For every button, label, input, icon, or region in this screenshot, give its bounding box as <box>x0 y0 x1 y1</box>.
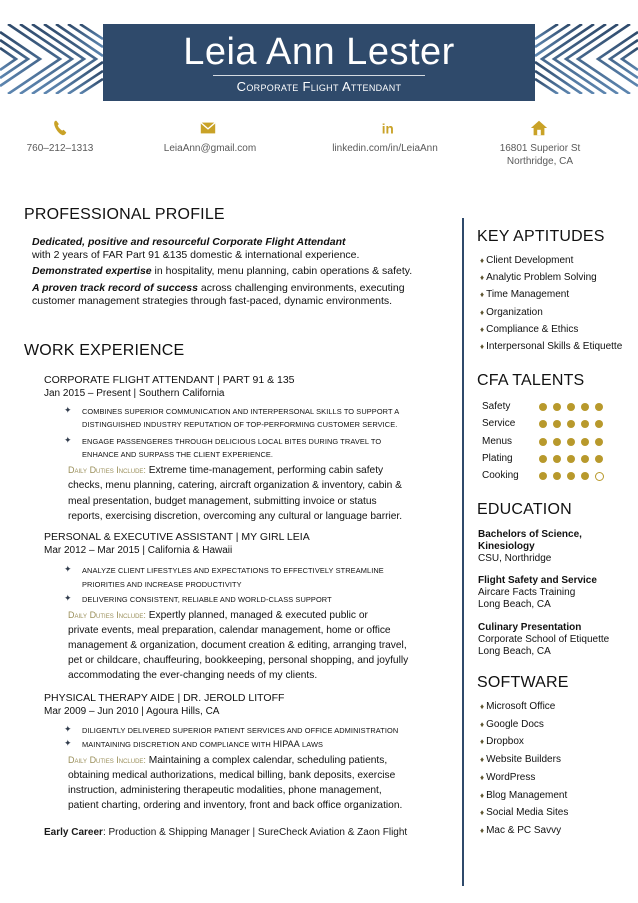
software-label: Dropbox <box>486 736 524 747</box>
rating-dot-filled <box>567 420 575 428</box>
education-school: CSU, Northridge <box>478 553 552 564</box>
rating-dot-filled <box>567 472 575 480</box>
software-heading: SOFTWARE <box>477 674 569 691</box>
address-line-2: Northridge, CA <box>506 156 574 167</box>
rating-dot-filled <box>539 455 547 463</box>
duties-line: accommodating the ever-changing needs of my clients. <box>68 670 318 681</box>
profile-line-3 <box>32 265 412 278</box>
aptitude-label: Analytic Problem Solving <box>486 272 597 283</box>
diamond-bullet-icon: ♦ <box>480 342 485 351</box>
diamond-bullet-icon: ♦ <box>480 755 485 764</box>
profile-text: in hospitality, menu planning, cabin operations & safety. <box>151 265 413 277</box>
job-bullet-part: MAINTAINING DISCRETION AND COMPLIANCE WITH <box>82 740 273 749</box>
address-line-1: 16801 Superior St <box>499 143 581 154</box>
name-banner <box>103 24 535 101</box>
diamond-bullet-icon: ♦ <box>480 290 485 299</box>
software-label: Google Docs <box>486 719 544 730</box>
rating-dot-filled <box>553 472 561 480</box>
education-heading: EDUCATION <box>477 501 572 518</box>
profile-line-2: with 2 years of FAR Part 91 &135 domestic & international experience. <box>32 249 360 261</box>
job-title: PERSONAL & EXECUTIVE ASSISTANT | MY GIRL LEIA <box>44 531 310 543</box>
diamond-bullet-icon: ♦ <box>480 256 485 265</box>
talent-label: Service <box>482 418 516 430</box>
early-career-line <box>44 827 407 838</box>
diamond-bullet-icon: ♦ <box>480 826 485 835</box>
job-bullet: DISTINGUISHED INDUSTRY REPUTATION OF TOP-PERFORMING CUSTOMER SERVICE. <box>82 420 398 429</box>
candidate-name: Leia Ann Lester <box>183 31 455 73</box>
talent-label: Menus <box>482 435 513 447</box>
education-location: Long Beach, CA <box>478 646 551 657</box>
software-label: Microsoft Office <box>486 701 556 712</box>
software-label: Mac & PC Savvy <box>486 825 562 836</box>
linkedin-text[interactable]: linkedin.com/in/LeiaAnn <box>332 143 438 154</box>
rating-dot-filled <box>595 403 603 411</box>
duties-label: Daily Duties Include: <box>68 610 146 620</box>
rating-dot-filled <box>595 455 603 463</box>
education-degree: Bachelors of Science, <box>478 529 582 540</box>
phone-icon <box>51 119 69 137</box>
duties-line: patient charting, ordering and inventory, front and back office organization. <box>68 800 403 811</box>
column-divider <box>462 218 464 886</box>
profile-line-4 <box>32 282 405 295</box>
software-item <box>480 700 555 713</box>
star-bullet-icon: ✦ <box>64 435 72 445</box>
duties-line <box>68 753 387 769</box>
star-bullet-icon: ✦ <box>64 405 72 415</box>
rating-dot-empty <box>595 472 604 481</box>
job-bullet: ANALYZE CLIENT LIFESTYLES AND EXPECTATIONS TO EFFECTIVELY STREAMLINE <box>82 566 384 575</box>
duties-line: checks, menu planning, catering, aircraft organization & inventory, cabin & <box>68 480 402 491</box>
job-bullet-part: LAWS <box>299 740 324 749</box>
job-bullet: ENGAGE PASSENGERES THROUGH DELICIOUS LOCAL BITES DURING TRAVEL TO <box>82 437 382 446</box>
diamond-bullet-icon: ♦ <box>480 720 485 729</box>
software-label: Website Builders <box>486 754 561 765</box>
diamond-bullet-icon: ♦ <box>480 808 485 817</box>
profile-emphasis: Demonstrated expertise <box>32 265 152 277</box>
profile-heading: PROFESSIONAL PROFILE <box>24 206 225 223</box>
star-bullet-icon: ✦ <box>64 564 72 574</box>
software-item <box>480 771 535 784</box>
work-heading: WORK EXPERIENCE <box>24 342 185 359</box>
aptitude-label: Compliance & Ethics <box>486 324 579 335</box>
software-item <box>480 789 567 802</box>
rating-dot-filled <box>595 438 603 446</box>
rating-dot-filled <box>539 438 547 446</box>
talent-label: Plating <box>482 452 513 464</box>
profile-text: across challenging environments, executing <box>197 282 405 294</box>
envelope-icon <box>199 119 217 137</box>
duties-line: instruction, administering therapeutic modalities, phone management, <box>68 785 382 796</box>
software-item <box>480 718 544 731</box>
duties-text: Extreme time-management, performing cabin safety <box>145 465 384 476</box>
diamond-bullet-icon: ♦ <box>480 702 485 711</box>
rating-dot-filled <box>553 438 561 446</box>
rating-dot-filled <box>567 438 575 446</box>
software-label: Social Media Sites <box>486 807 569 818</box>
job-title: CORPORATE FLIGHT ATTENDANT | PART 91 & 135 <box>44 374 295 386</box>
diamond-bullet-icon: ♦ <box>480 791 485 800</box>
rating-dot-filled <box>567 455 575 463</box>
rating-dot-filled <box>595 420 603 428</box>
rating-dot-filled <box>581 420 589 428</box>
job-bullet-acronym: HIPAA <box>273 739 300 749</box>
header-pattern-left <box>0 24 103 94</box>
home-icon <box>530 119 548 137</box>
job-date: Mar 2012 – Mar 2015 | California & Hawaii <box>44 545 233 556</box>
job-bullet: PRIORITIES AND INCREASE PRODUCTIVITY <box>82 580 242 589</box>
software-item <box>480 753 561 766</box>
software-item <box>480 824 561 837</box>
aptitude-item <box>480 340 622 353</box>
aptitude-item <box>480 306 543 319</box>
rating-dot-filled <box>539 420 547 428</box>
header-pattern-right <box>535 24 638 94</box>
role-divider <box>213 75 425 76</box>
profile-line-5: customer management strategies through fast-paced, dynamic environments. <box>32 295 393 307</box>
duties-line: private events, meal preparation, calendar management, home or office <box>68 625 391 636</box>
talent-label: Cooking <box>482 470 519 482</box>
job-title: PHYSICAL THERAPY AIDE | DR. JEROLD LITOFF <box>44 692 285 704</box>
duties-text: Maintaining a complex calendar, scheduling patients, <box>145 755 388 766</box>
education-location: Long Beach, CA <box>478 599 551 610</box>
diamond-bullet-icon: ♦ <box>480 773 485 782</box>
software-item <box>480 806 568 819</box>
education-degree: Culinary Presentation <box>478 622 582 633</box>
star-bullet-icon: ✦ <box>64 738 72 748</box>
rating-dot-filled <box>581 403 589 411</box>
job-date: Mar 2009 – Jun 2010 | Agoura Hills, CA <box>44 706 220 717</box>
candidate-role: Corporate Flight Attendant <box>236 79 402 94</box>
education-degree: Flight Safety and Service <box>478 575 597 586</box>
email-text[interactable]: LeiaAnn@gmail.com <box>163 143 257 154</box>
job-bullet: DILIGENTLY DELIVERED SUPERIOR PATIENT SERVICES AND OFFICE ADMINISTRATION <box>82 726 399 735</box>
early-career-label: Early Career <box>44 827 103 838</box>
duties-label: Daily Duties Include: <box>68 755 146 765</box>
early-career-text: : Production & Shipping Manager | SureCheck Aviation & Zaon Flight <box>102 827 408 838</box>
duties-line <box>68 463 383 479</box>
aptitude-label: Client Development <box>486 255 574 266</box>
duties-line <box>68 608 368 624</box>
profile-line-1: Dedicated, positive and resourceful Corporate Flight Attendant <box>32 236 346 248</box>
aptitude-item <box>480 271 597 284</box>
talents-heading: CFA TALENTS <box>477 372 585 389</box>
duties-line: obtaining medical authorizations, medical billing, bank deposits, exercise <box>68 770 396 781</box>
phone-text: 760–212–1313 <box>26 143 94 154</box>
rating-dot-filled <box>553 420 561 428</box>
star-bullet-icon: ✦ <box>64 593 72 603</box>
duties-line: reports, exercising discretion, overcoming any cultural or language barrier. <box>68 511 403 522</box>
aptitude-item <box>480 254 573 267</box>
diamond-bullet-icon: ♦ <box>480 325 485 334</box>
aptitude-item <box>480 323 578 336</box>
job-bullet <box>82 738 323 751</box>
rating-dot-filled <box>581 472 589 480</box>
software-label: Blog Management <box>486 790 568 801</box>
software-item <box>480 735 524 748</box>
rating-dot-filled <box>553 455 561 463</box>
diamond-bullet-icon: ♦ <box>480 273 485 282</box>
education-school: Aircare Facts Training <box>478 587 576 598</box>
job-bullet: DELIVERING CONSISTENT, RELIABLE AND WORLD-CLASS SUPPORT <box>82 595 332 604</box>
aptitudes-heading: KEY APTITUDES <box>477 228 605 245</box>
duties-line: meal presentation, budget management, submitting invoice or status <box>68 496 377 507</box>
rating-dot-filled <box>581 455 589 463</box>
duties-label: Daily Duties Include: <box>68 465 146 475</box>
talent-label: Safety <box>482 401 511 412</box>
aptitude-label: Organization <box>486 307 543 318</box>
aptitude-label: Time Management <box>486 289 570 300</box>
education-school: Corporate School of Etiquette <box>478 634 610 645</box>
duties-line: pet or childcare, chauffeuring, bookkeeping, personal shopping, and joyfully <box>68 655 409 666</box>
rating-dot-filled <box>539 472 547 480</box>
job-date: Jan 2015 – Present | Southern California <box>44 388 225 399</box>
diamond-bullet-icon: ♦ <box>480 737 485 746</box>
aptitude-item <box>480 288 569 301</box>
diamond-bullet-icon: ♦ <box>480 308 485 317</box>
rating-dot-filled <box>581 438 589 446</box>
job-bullet: ENHANCE AND SURPASS THE CLIENT EXPERIENCE. <box>82 450 274 459</box>
star-bullet-icon: ✦ <box>64 724 72 734</box>
duties-text: Expertly planned, managed & executed public or <box>145 610 368 621</box>
profile-emphasis: A proven track record of success <box>32 282 198 294</box>
aptitude-label: Interpersonal Skills & Etiquette <box>486 341 623 352</box>
svg-text:in: in <box>381 121 394 137</box>
rating-dot-filled <box>553 403 561 411</box>
job-bullet: COMBINES SUPERIOR COMMUNICATION AND INTERPERSONAL SKILLS TO SUPPORT A <box>82 407 400 416</box>
rating-dot-filled <box>567 403 575 411</box>
education-degree: Kinesiology <box>478 541 535 552</box>
linkedin-icon <box>380 119 398 137</box>
duties-line: management & organization, document creation & editing, arranging travel, <box>68 640 407 651</box>
rating-dot-filled <box>539 403 547 411</box>
software-label: WordPress <box>486 772 536 783</box>
